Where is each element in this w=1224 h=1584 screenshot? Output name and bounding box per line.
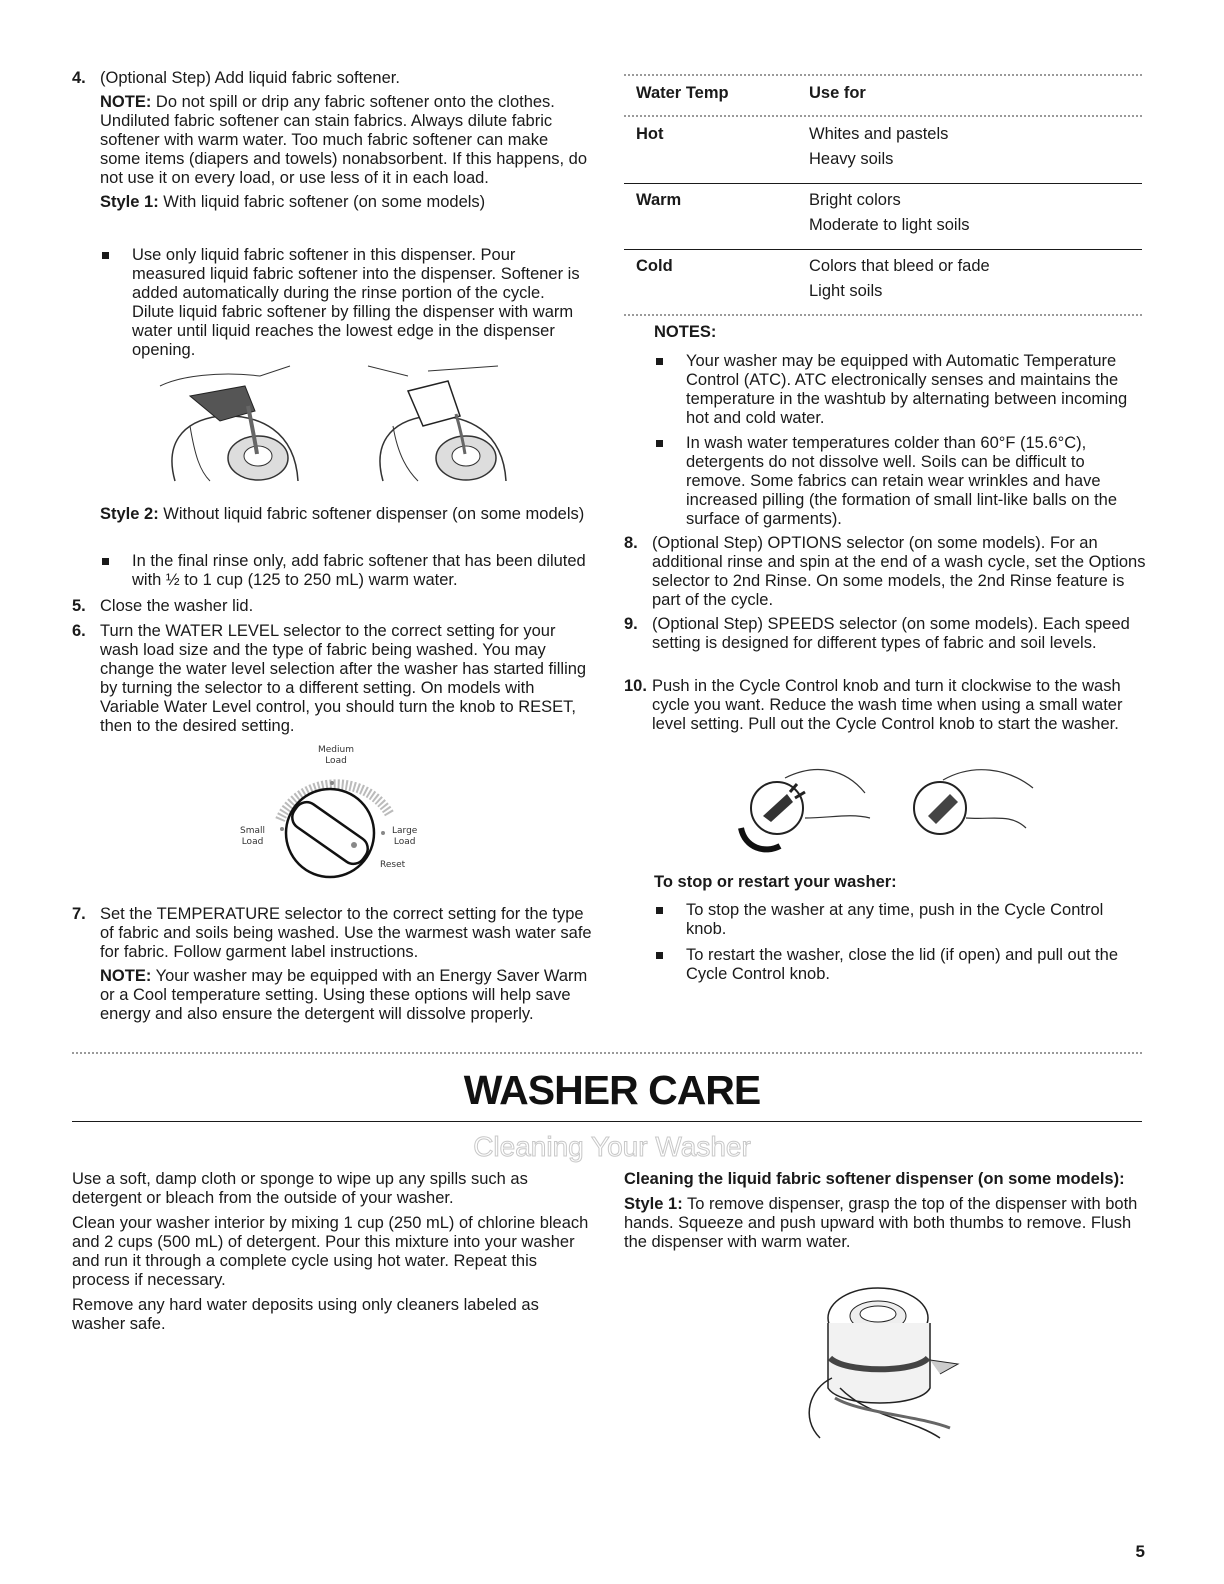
dial-large-text: Large bbox=[392, 826, 418, 836]
step-7 bbox=[72, 905, 592, 1024]
pour-softener-bottle-illustration bbox=[160, 366, 310, 486]
care-style-1 bbox=[624, 1195, 1144, 1252]
care-style-1-text: To remove dispenser, grasp the top of the dispenser with both hands. Squeeze and push upward with both thumbs to remove. Flush the dispenser with warm water. bbox=[624, 1195, 1138, 1251]
pour-softener-cup-illustration bbox=[368, 366, 518, 486]
bullet-icon bbox=[656, 907, 663, 914]
step-5-number: 5. bbox=[72, 597, 86, 615]
table-row-hot-use-1: Whites and pastels bbox=[809, 125, 949, 143]
care-para-bleach: Clean your washer interior by mixing 1 cup (250 mL) of chlorine bleach and 2 cups (500 mL) of detergent. Pour this mixture into your washer and run it through a complete cycle using hot water. Repeat this process if necessary. bbox=[72, 1214, 589, 1289]
step-9-text: (Optional Step) SPEEDS selector (on some models). Each speed setting is designed for different types of fabric and soil levels. bbox=[652, 615, 1130, 652]
step-8 bbox=[624, 534, 1146, 610]
note-label: NOTE: bbox=[100, 93, 152, 111]
dial-large-load-text: Load bbox=[393, 837, 416, 847]
restart-bullet bbox=[656, 946, 1144, 984]
step-9-number: 9. bbox=[624, 615, 638, 633]
stop-bullet bbox=[656, 901, 1144, 939]
stop-restart-title: To stop or restart your washer: bbox=[654, 873, 897, 891]
table-row-hot-temp: Hot bbox=[636, 125, 664, 143]
washer-care-rule bbox=[72, 1121, 1142, 1122]
dial-label-large bbox=[392, 826, 417, 848]
table-row-hot-use-2: Heavy soils bbox=[809, 150, 894, 168]
bullet-icon bbox=[102, 252, 109, 259]
style-1-bullet bbox=[102, 246, 590, 360]
step-7-text: Set the TEMPERATURE selector to the correct setting for the type of fabric and soils being washed. Use the warmest wash water safe for fabric. Follow garment label instructions. bbox=[100, 905, 592, 961]
table-row-cold-use-1: Colors that bleed or fade bbox=[809, 257, 990, 275]
table-row-rule bbox=[624, 249, 1142, 250]
style-2-line bbox=[72, 505, 592, 524]
table-row-cold-use-2: Light soils bbox=[809, 282, 883, 300]
care-left-paragraphs bbox=[72, 1170, 590, 1334]
step-9 bbox=[624, 615, 1146, 653]
note-cold-water bbox=[656, 434, 1144, 529]
step-6-number: 6. bbox=[72, 622, 86, 640]
note-text: Your washer may be equipped with an Energy Saver Warm or a Cool temperature setting. Using these options will help save energy and also ensure the detergent will dissolve properly. bbox=[100, 967, 588, 1023]
note-label: NOTE: bbox=[100, 967, 152, 985]
care-para-wipe: Use a soft, damp cloth or sponge to wipe up any spills such as detergent or bleach from the outside of your washer. bbox=[72, 1170, 528, 1207]
note-text: Do not spill or drip any fabric softener onto the clothes. Undiluted fabric softener can stain fabrics. Always dilute fabric softener with warm water. Too much fabric softener can make some items (diapers and towels) nonabsorbent. If this happens, do not use it on every load, or use less of it in each load. bbox=[100, 93, 588, 187]
style-2-bullet-text: In the final rinse only, add fabric softener that has been diluted with ½ to 1 cup (125 to 250 mL) warm water. bbox=[132, 552, 586, 589]
page-number: 5 bbox=[1135, 1542, 1145, 1561]
step-4 bbox=[72, 69, 592, 212]
step-6 bbox=[72, 622, 592, 736]
style-2-bullet bbox=[102, 552, 590, 590]
table-header-rule bbox=[624, 115, 1142, 117]
bullet-icon bbox=[656, 358, 663, 365]
care-right-column bbox=[624, 1170, 1144, 1252]
step-4-text: (Optional Step) Add liquid fabric softener. bbox=[100, 69, 400, 87]
dial-label-medium bbox=[306, 745, 366, 767]
style-2-text: Without liquid fabric softener dispenser (on some models) bbox=[158, 505, 585, 523]
bullet-icon bbox=[102, 558, 109, 565]
care-right-heading: Cleaning the liquid fabric softener dispenser (on some models): bbox=[624, 1170, 1125, 1188]
style-1-line bbox=[100, 193, 592, 212]
note-cold-water-text: In wash water temperatures colder than 60°F (15.6°C), detergents do not dissolve well. Soils can be difficult to remove. Some fabrics can retain wear wrinkles and have increased pilling (the formation of small lint-like balls on the surface of garments). bbox=[686, 434, 1118, 528]
table-header-use-for: Use for bbox=[809, 84, 866, 102]
style-2-label: Style 2: bbox=[100, 505, 159, 523]
dial-medium-load-text: Load bbox=[325, 756, 347, 766]
table-bottom-rule bbox=[624, 314, 1142, 316]
style-1-text: With liquid fabric softener (on some models) bbox=[158, 193, 486, 211]
dispenser-removal-illustration bbox=[800, 1278, 980, 1448]
restart-bullet-text: To restart the washer, close the lid (if open) and pull out the Cycle Control knob. bbox=[686, 946, 1118, 983]
dial-label-reset: Reset bbox=[380, 860, 406, 870]
dial-label-small bbox=[240, 826, 265, 848]
table-row-warm-temp: Warm bbox=[636, 191, 682, 209]
washer-care-title: WASHER CARE bbox=[463, 1067, 761, 1113]
section-divider bbox=[72, 1052, 1142, 1054]
step-10-text: Push in the Cycle Control knob and turn it clockwise to the wash cycle you want. Reduce the wash time when using a small water level setting. Pull out the Cycle Control knob to start the washer. bbox=[652, 677, 1123, 733]
table-top-rule bbox=[624, 74, 1142, 76]
table-row-warm-use-1: Bright colors bbox=[809, 191, 901, 209]
step-8-text: (Optional Step) OPTIONS selector (on some models). For an additional rinse and spin at the end of a wash cycle, set the Options selector to 2nd Rinse. On some models, the 2nd Rinse feature is part of the cycle. bbox=[652, 534, 1146, 609]
bullet-icon bbox=[656, 952, 663, 959]
stop-bullet-text: To stop the washer at any time, push in the Cycle Control knob. bbox=[686, 901, 1104, 938]
style-1-bullet-text: Use only liquid fabric softener in this dispenser. Pour measured liquid fabric softener into the dispenser. Softener is added automatically during the rinse portion of the cycle. Dilute liquid fabric softener by filling the dispenser with warm water until liquid reaches the lowest edge in the dispenser opening. bbox=[132, 246, 580, 359]
step-8-number: 8. bbox=[624, 534, 638, 552]
note-atc-text: Your washer may be equipped with Automatic Temperature Control (ATC). ATC electronically senses and maintains the temperature in the washtub by alternating between incoming hot and cold water. bbox=[686, 352, 1128, 427]
step-7-note bbox=[100, 967, 592, 1024]
step-4-number: 4. bbox=[72, 69, 86, 87]
step-7-number: 7. bbox=[72, 905, 86, 923]
notes-title: NOTES: bbox=[654, 323, 717, 341]
table-header-water-temp: Water Temp bbox=[636, 84, 729, 102]
step-6-text: Turn the WATER LEVEL selector to the correct setting for your wash load size and the type of fabric being washed. You may change the water level selection after the washer has started filling by turning the selector to a different setting. On models with Variable Water Level control, you should turn the knob to RESET, then to the desired setting. bbox=[100, 622, 587, 735]
step-4-note bbox=[100, 93, 592, 188]
note-atc bbox=[656, 352, 1144, 428]
cleaning-subtitle: Cleaning Your Washer bbox=[473, 1131, 751, 1162]
pull-knob-illustration bbox=[898, 758, 1038, 858]
step-5 bbox=[72, 597, 592, 616]
table-row-warm-use-2: Moderate to light soils bbox=[809, 216, 970, 234]
push-turn-knob-illustration bbox=[735, 758, 875, 858]
step-10-number: 10. bbox=[624, 677, 647, 695]
dial-small-load-text: Load bbox=[241, 837, 264, 847]
care-para-deposits: Remove any hard water deposits using only cleaners labeled as washer safe. bbox=[72, 1296, 539, 1333]
step-10 bbox=[624, 677, 1146, 734]
step-5-text: Close the washer lid. bbox=[100, 597, 254, 615]
dial-medium-text: Medium bbox=[318, 745, 354, 755]
table-row-cold-temp: Cold bbox=[636, 257, 673, 275]
bullet-icon bbox=[656, 440, 663, 447]
care-style-1-label: Style 1: bbox=[624, 1195, 683, 1213]
table-row-rule bbox=[624, 183, 1142, 184]
style-1-label: Style 1: bbox=[100, 193, 159, 211]
dial-small-text: Small bbox=[240, 826, 265, 836]
